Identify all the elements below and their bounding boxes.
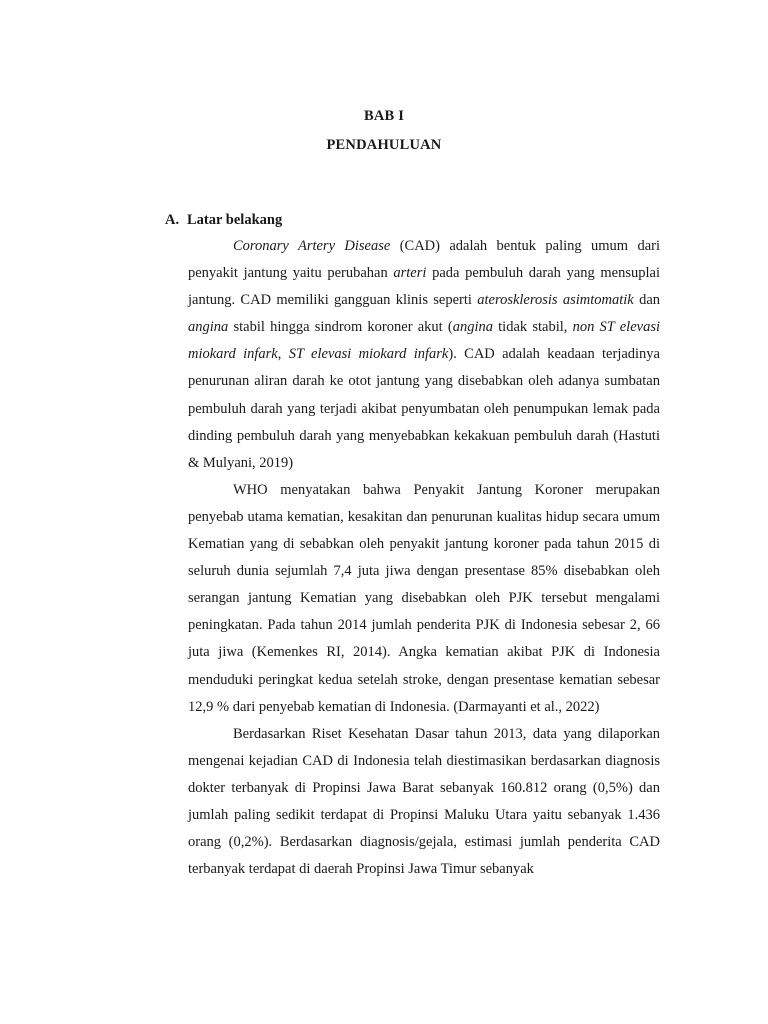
paragraph-text: tidak stabil, <box>492 319 573 336</box>
paragraph-text: ). CAD adalah keadaan terjadinya penurunan aliran darah ke otot jantung yang disebabkan oleh adanya sumbatan pembuluh darah yang terjadi akibat penyumbatan oleh penumpukan lemak pada dinding pembuluh darah yang menyebabkan kekakuan pembuluh darah (Hastuti & Mulyani, 2019) <box>188 346 660 471</box>
paragraph-text: stabil hingga sindrom koroner akut ( <box>228 319 453 336</box>
paragraph-text: (CAD) adalah bentuk paling umum dari penyakit jantung yaitu perubahan <box>188 238 661 282</box>
paragraph-text: Berdasarkan Riset Kesehatan Dasar tahun 2013, data yang dilaporkan mengenai kejadian CAD di Indonesia telah diestimasikan berdasarkan diagnosis dokter terbanyak di Propinsi Jawa Barat sebanyak 160.812 orang (0,5%) dan jumlah paling sedikit terdapat di Propinsi Maluku Utara yaitu sebanyak 1.436 orang (0,2%). Berdasarkan diagnosis/gejala, estimasi jumlah penderita CAD terbanyak terdapat di daerah Propinsi Jawa Timur sebanyak <box>188 725 660 878</box>
paragraph-text: pada pembuluh darah yang mensuplai jantung. CAD memiliki gangguan klinis seperti <box>188 265 660 309</box>
section-title: Latar belakang <box>187 212 283 228</box>
paragraph <box>188 721 660 884</box>
italic-term: ST elevasi miokard infark <box>288 346 449 363</box>
paragraph <box>188 477 660 721</box>
chapter-title: PENDAHULUAN <box>326 137 442 153</box>
italic-term: angina <box>188 319 229 336</box>
paragraph-text: WHO menyatakan bahwa Penyakit Jantung Koroner merupakan penyebab utama kematian, kesakitan dan penurunan kualitas hidup secara umum Kematian yang di sebabkan oleh penyakit jantung koroner pada tahun 2015 di seluruh dunia sejumlah 7,4 juta jiwa dengan presentase 85% disebabkan oleh serangan jantung Kematian yang disebabkan oleh PJK tersebut mengalami peningkatan. Pada tahun 2014 jumlah penderita PJK di Indonesia sebesar 2, 66 juta jiwa (Kemenkes RI, 2014). Angka kematian akibat PJK di Indonesia menduduki peringkat kedua setelah stroke, dengan presentase kematian sebesar 12,9 % dari penyebab kematian di Indonesia. (Darmayanti et al., 2022) <box>188 481 660 715</box>
italic-term: angina <box>452 319 493 336</box>
body-text <box>188 233 660 883</box>
section-marker: A. <box>165 212 180 228</box>
paragraph-text: , <box>277 346 289 363</box>
chapter-number: BAB I <box>363 108 405 124</box>
italic-term: aterosklerosis asimtomatik <box>477 292 634 309</box>
paragraph-text: dan <box>633 292 661 309</box>
italic-term: arteri <box>393 265 427 282</box>
paragraph <box>188 233 660 477</box>
section-heading <box>165 212 282 229</box>
italic-term: non ST elevasi miokard infark <box>188 319 660 363</box>
italic-term: Coronary Artery Disease <box>233 238 391 254</box>
